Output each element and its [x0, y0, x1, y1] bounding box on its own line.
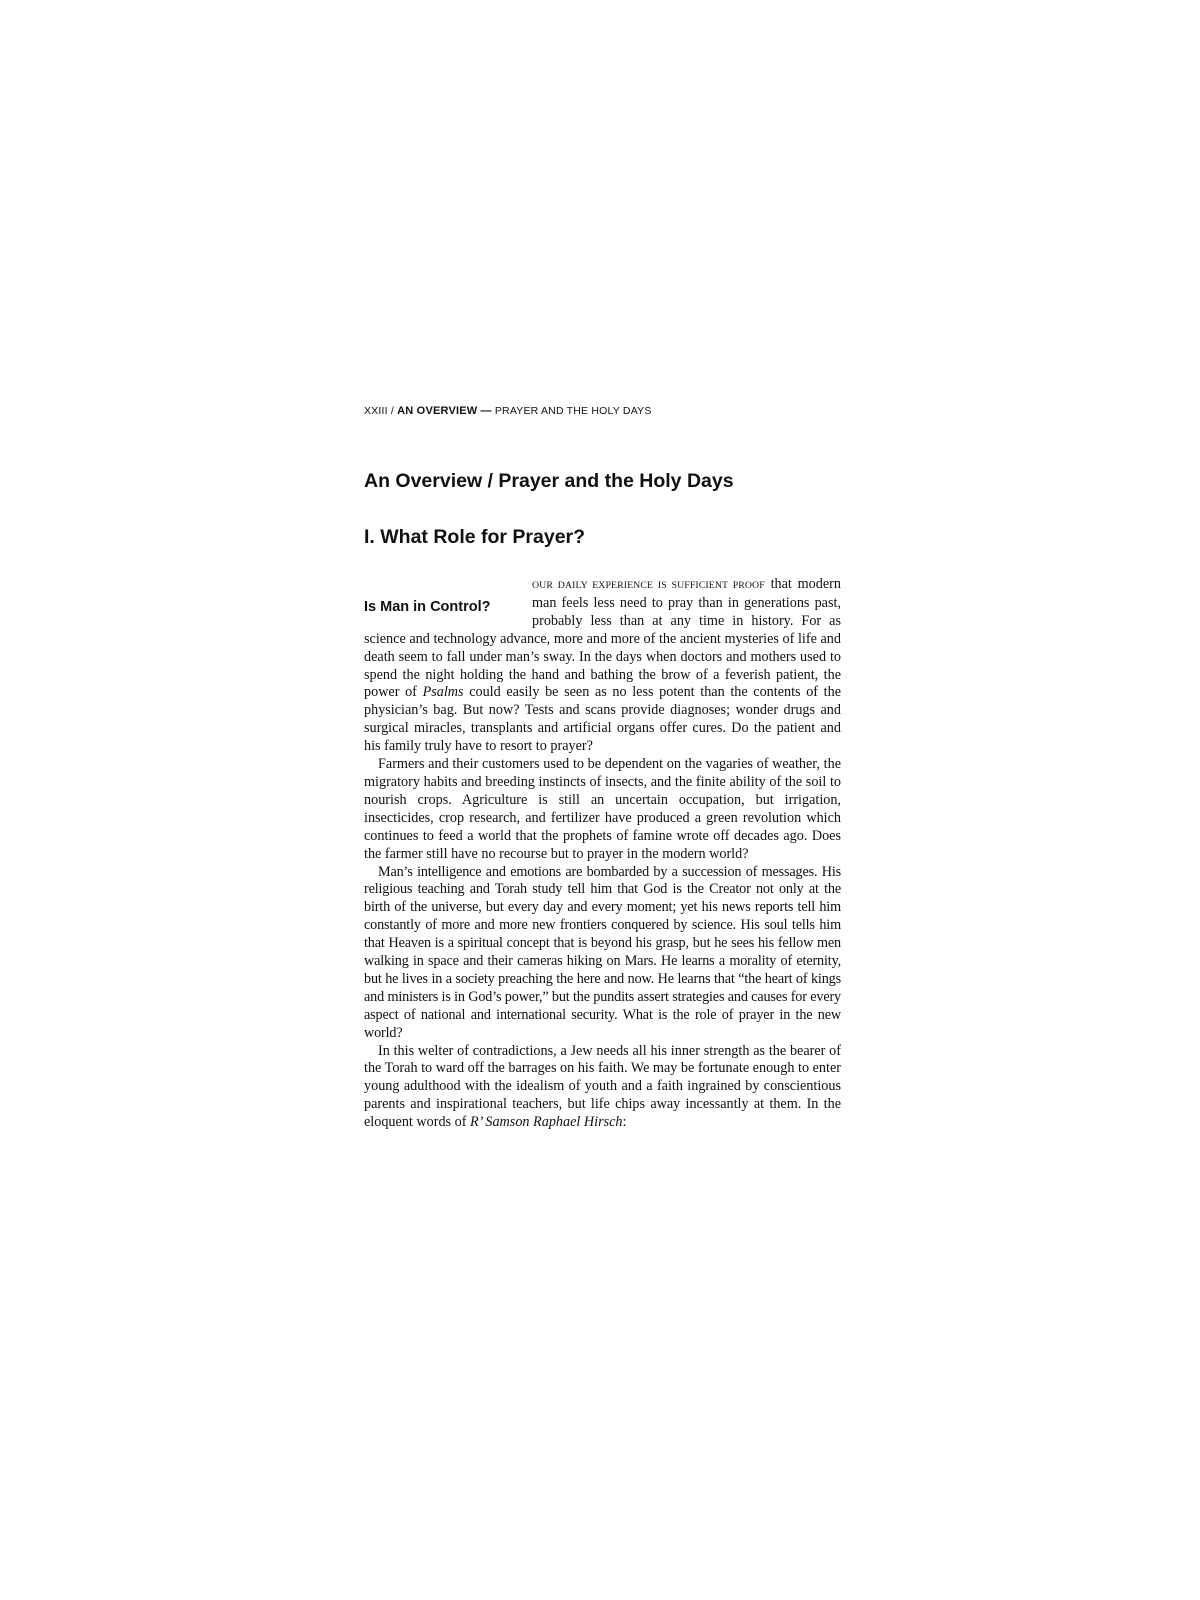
lead-in-small-caps: OUR DAILY EXPERIENCE IS SUFFICIENT PROOF — [532, 580, 765, 591]
paragraph-2: Farmers and their customers used to be dependent on the vagaries of weather, the migratory habits and breeding instincts of insects, and the finite ability of the soil to nourish crops. Agriculture is still an uncertain occupation, but irrigation, insecticides, crop research, and fertilizer have produced a green revolution which continues to feed a world that the prophets of famine wrote off decades ago. Does the farmer still have no recourse but to prayer in the modern world? — [364, 756, 841, 862]
running-head-section: AN OVERVIEW — [397, 405, 478, 417]
page-folio: XXIII — [364, 405, 388, 417]
paragraph-1-italic: Psalms — [422, 684, 464, 701]
running-head — [364, 404, 844, 418]
paragraph-3: Man’s intelligence and emotions are bombarded by a succession of messages. His religious teaching and Torah study tell him that God is the Creator not only at the birth of the universe, but every day and every moment; yet his news reports tell him constantly of more and more new frontiers conquered by science. His soul tells him that Heaven is a spiritual concept that is beyond his grasp, but he sees his fellow men walking in space and their cameras hiking on Mars. He learns a morality of eternity, but he lives in a society preaching the here and now. He learns that “the heart of kings and ministers is in God’s power,” but the pundits assert strategies and causes for every aspect of national and international security. What is the role of prayer in the new world? — [364, 863, 841, 1041]
document-page — [364, 404, 844, 1131]
sidehead: Is Man in Control? — [364, 599, 491, 615]
body-text — [364, 576, 841, 1132]
paragraph-4 — [364, 1043, 841, 1133]
page-title: An Overview / Prayer and the Holy Days — [364, 470, 734, 492]
running-head-separator: / — [390, 405, 395, 417]
paragraph-1-text-b: could easily be seen as no less potent than the contents of the physician’s bag. But now? Tests and scans provide diagnoses; wonder drugs and surgical miracles, transplants and artificial organs offer cures. Do the patient and his family truly have to resort to prayer? — [364, 684, 842, 755]
paragraph-4-text: In this welter of contradictions, a Jew needs all his inner strength as the bearer of the Torah to ward off the barrages on his faith. We may be fortunate enough to enter young adulthood with the idealism of youth and a faith ingrained by conscientious parents and inspirational teachers, but life chips away incessantly at them. In the eloquent words of — [364, 1042, 841, 1131]
section-title: I. What Role for Prayer? — [364, 526, 586, 548]
paragraph-1 — [364, 576, 841, 756]
running-head-dash: — — [480, 405, 492, 417]
paragraph-4-italic: R’ Samson Raphael Hirsch — [470, 1114, 623, 1131]
running-head-chapter: PRAYER AND THE HOLY DAYS — [494, 405, 652, 417]
paragraph-4-tail: : — [622, 1114, 627, 1131]
paragraph-1-text-a: that modern man feels less need to pray than in generations past, probably less than at any time in history. For as science and technology advance, more and more of the ancient mysteries of life and death seem to fall under man’s sway. In the days when doctors and mothers used to spend the night holding the hand and bathing the brow of a feverish patient, the power of — [364, 576, 841, 701]
